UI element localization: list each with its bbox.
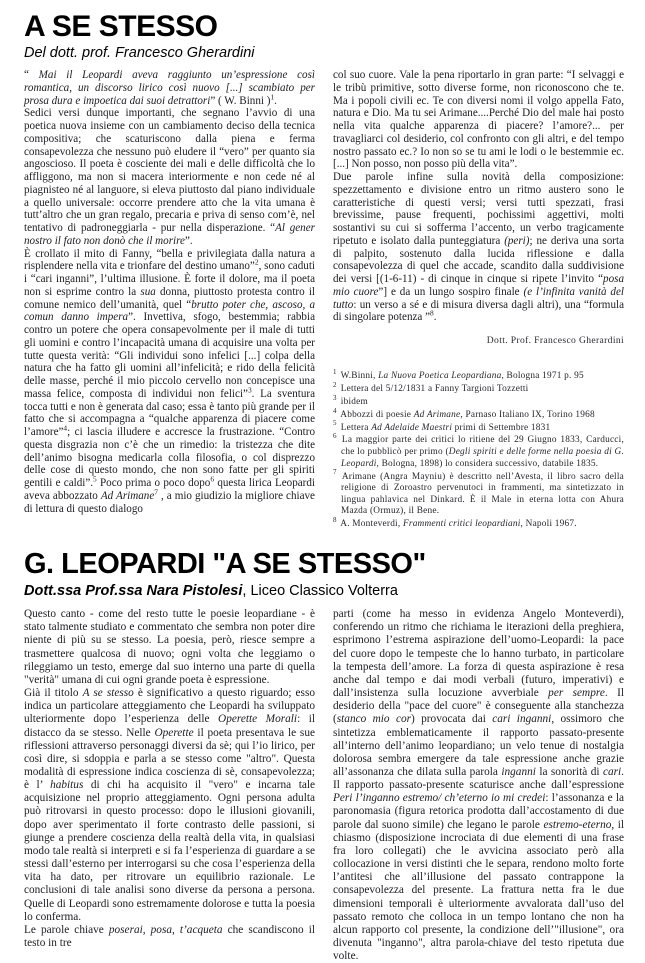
article-g-leopardi-a-se-stesso bbox=[24, 546, 633, 963]
article-1-right-column bbox=[333, 69, 624, 532]
article-2-body-right: parti (come ha messo in evidenza Angelo Monteverdi), conferendo un ritmo che richiama le iterazioni della preghiera, esprimono l’estrema aspirazione dell’uomo-Leopardi: la pace del cuore dopo le tempeste che lo hanno turbato, in particolare la tempesta dell’amore. La forza di questa aspirazione è resa anche dal tempo e dai modi verbali (futuro, imperativi) e dall’insistenza sulla locuzione avverbiale per sempre. Il desiderio della "pace del cuore" è conseguente alla stanchezza (stanco mio cor) provocata dai cari inganni, ossimoro che sintetizza emblematicamente il rapporto passato-presente all’interno dell’animo leopardiano; un velo tenue di nostalgia dolorosa sembra emergere da tale espressione anche grazie all’assonanza che dilata sulla parola inganni la sonorità di cari. Il rapporto passato-presente scaturisce anche dall’espressione Peri l’inganno estremo/ ch’eterno io mi credei: l’assonanza e la paronomasia (figura retorica prodotta dall’accostamento di due parole dal suono simile) che legano le parole estremo-eterno, il chiasmo (disposizione incrociata di due elementi di una frase fra loro collegati) che le avvicina associato però alla collocazione in versi distinti che le separa, rendono molto forte l’antitesi che all’illusione del passato contrappone la consapevolezza del presente. La frattura netta fra le due dimensioni temporali è ulteriormente avvalorata dall’uso del passato remoto che colloca in un tempo lontano che non ha alcun rapporto col presente, la condizione dell’"illusione", ora divenuta "inganno", altra parola-chiave del testo ripetuta due volte. bbox=[333, 608, 624, 963]
article-1-left-column bbox=[24, 69, 315, 515]
footnote-item: $^3$ ibidem bbox=[333, 393, 368, 407]
byline-article-2-affiliation: , Liceo Classico Volterra bbox=[242, 583, 398, 600]
byline-article-1: Del dott. prof. Francesco Gherardini bbox=[24, 45, 255, 61]
article-1-footnotes bbox=[333, 367, 624, 531]
article-1-columns bbox=[24, 69, 633, 532]
article-2-body-left: Questo canto - come del resto tutte le poesie leopardiane - è stato talmente studiato e commentato che sembra non poter dire niente di più su se stesso. La poesia, però, riesce sempre a trasmettere qualcosa di nuovo; ogni volta che leggiamo o rileggiamo un testo, emerge dal suo interno una parte di quella "verità" umana di cui ogni grande poeta è espressione. Già il titolo A se stesso è significativo a questo riguardo; esso indica un particolare atteggiamento che Leopardi ha sviluppato ulteriormente dopo l’esperienza delle Operette Morali: il distacco da se stesso. Nelle Operette il poeta presentava le sue riflessioni attraverso personaggi diversi da sè; qui l’io lirico, per così dire, si sdoppia e parla a se stesso come "altro". Questa modalità di espressione indica coscienza di sè, consapevolezza; è l’ habitus di chi ha acquisito il "vero" e incarna tale acquisizione nel proprio atteggiamento. Ogni persona adulta può ritrovarsi in questo processo: dopo le illusioni giovanili, dopo aver sperimentato il forte contrasto delle passioni, si giunge a prendere coscienza della realtà della vita, in qualsiasi modo tale realtà si interpreti e si fa l’esperienza di guardare a se stessi dall’esterno per interrogarsi su che cosa l’esperienza della vita ha dato, per ritrovare un equilibrio razionale. Le conclusioni di tale analisi sono diverse da persona a persona. Quelle di Leopardi sono estremamente dolorose e tutta la poesia lo conferma. Le parole chiave poserai, posa, t’acqueta che scandiscono il testo in tre bbox=[24, 608, 315, 949]
article-1-signature: Dott. Prof. Francesco Gherardini bbox=[486, 335, 624, 346]
page-title-article-2: G. LEOPARDI "A SE STESSO" bbox=[24, 548, 426, 581]
article-1-body-left: “ Mai il Leopardi aveva raggiunto un’espressione così romantica, un discorso lirico così nuovo [...] scambiato per prosa dura e impoetica dai suoi detrattori” ( W. Binni )$^1$. Sedici versi dunque importanti, che segnano l’avvio di una poetica nuova insieme con un cambiamento deciso della tecnica compositiva; che scaturiscono dalla piena e ferma consapevolezza che nessuno può eludere il “vero” per quanto sia angoscioso. Il poeta è cosciente dei mali e delle difficoltà che lo affliggono, ma non si macera interiormente e non cede né al piagnisteo né al languore, si eleva piuttosto dal piano individuale a quello universale: occorre prendere atto che la vita umana è tutt’altro che un gran regalo, precaria e priva di senso com’è, nel tentativo di padroneggiarla - pur nella disperazione. “Al gener nostro il fato non donò che il morire”. È crollato il mito di Fanny, “bella e privilegiata dalla natura a risplendere nella vita e trionfare del destino umano”$^2$, sono caduti i “cari inganni”, l’ultima illusione. È forte il dolore, ma il poeta non si esprime contro la sua donna, piuttosto protesta contro il comune nemico dell’umanità, quel “brutto poter che, ascoso, a comun danno impera”. Invettiva, sfogo, bestemmia; rabbia contro un potere che opera consapevolmente per il male di tutti gli uomini e contro l’incapacità umana di acquisire una volta per tutte questa verità: “Gli individui sono infelici [...] colpa della natura che ha fatto gli uomini all’infelicità; e rido della felicità delle masse, perché il mio piccolo cervello non concepisce una massa felice, composta di individui non felici”$^3$. La sventura tocca tutti e non è generata dal caso; essa è tanto più grande per il fatto che si accompagna a “qualche apparenza di piacere come l’amore”$^4$; ci lascia illudere e accresce la frustrazione. “Contro questa disgrazia non c’è che un rimedio: la tristezza che dite dell’animo bisogna medicarla colla filosofia, o col disprezzo delle cose di questo mondo, che non sono fatte per gli spiriti gentili e caldi”.$^5$ Poco prima o poco dopo$^6$ questa lirica Leopardi aveva abbozzato Ad Arimane$^7$ , a mio giudizio la migliore chiave di lettura di questo dialogo bbox=[24, 69, 316, 515]
article-a-se-stesso bbox=[24, 6, 633, 532]
byline-article-2 bbox=[24, 582, 633, 601]
article-2-right-column bbox=[333, 608, 624, 963]
footnote-item: $^2$ Lettera del 5/12/1831 a Fanny Targioni Tozzetti bbox=[333, 380, 529, 394]
footnote-item: $^4$ Abbozzi di poesie Ad Arimane, Parnaso Italiano IX, Torino 1968 bbox=[333, 406, 595, 420]
article-2-left-column bbox=[24, 608, 315, 950]
footnote-item: $^5$ Lettera Ad Adelaide Maestri primi di Settembre 1831 bbox=[333, 419, 551, 433]
article-1-body-right: col suo cuore. Vale la pena riportarlo in gran parte: “I selvaggi e le tribù primitive, sotto diverse forme, non riconoscono che te. Ma i popoli civili ec. Te con diversi nomi il volgo appella Fato, natura e Dio. Ma tu sei Arimane....Perché Dio del male hai posto nella vita qualche apparenza di piacere? l’amore?... per travagliarci col desiderio, col confronto con gli altri, e del tempo nostro passato ec.? Io non so se tu ami le lodi o le bestemmie ec. [...] Non posso, non posso più della vita”. Due parole infine sulla novità della composizione: spezzettamento e divisione entro un ritmo austero sono le caratteristiche di questi versi; versi tutti spezzati, frasi brevissime, pause frequenti, pochissimi aggettivi, molti sostantivi su cui si sofferma l’accento, un verbo tragicamente ripetuto e isolato dalla punteggiatura (peri); ne deriva una sorta di palpito, sostenuto dalla lucida riflessione e dalla consapevolezza di quel che accade, scandito dalla suddivisione dei versi [(1-6-11) - di cinque in cinque si ripete l’invito “posa mio cuore”] e da un lungo sospiro finale (e l’infinita vanità del tutto: un verso a sé e di misura diversa dagli altri), una “formula di singolare potenza ”$^8$. bbox=[333, 69, 624, 324]
footnote-item: $^6$ La maggior parte dei critici lo ritiene del 29 Giugno 1833, Carducci, che lo pubblicò per primo (Degli spiriti e delle forme nella poesia di G. Leopardi, Bologna, 1898) lo considera successivo, databile 1835. bbox=[333, 432, 624, 469]
page-title-article-1: A SE STESSO bbox=[24, 10, 218, 43]
article-2-columns bbox=[24, 608, 633, 963]
byline-article-2-author: Dott.ssa Prof.ssa Nara Pistolesi bbox=[24, 583, 243, 600]
footnote-item: $^1$ W.Binni, La Nuova Poetica Leopardiana, Bologna 1971 p. 95 bbox=[333, 367, 584, 381]
footnote-item: $^7$ Arimane (Angra Mayniu) è descritto nell’Avesta, il libro sacro della religione di Zoroastro pervenutoci in frammenti, ma sintetizzato in lingua pahlavica nel Dinkard. È il Male in eterna lotta con Ahura Mazda (Ormuz), il Bene. bbox=[333, 468, 624, 517]
footnote-item: $^8$ A. Monteverdi, Frammenti critici leopardiani, Napoli 1967. bbox=[333, 516, 577, 530]
